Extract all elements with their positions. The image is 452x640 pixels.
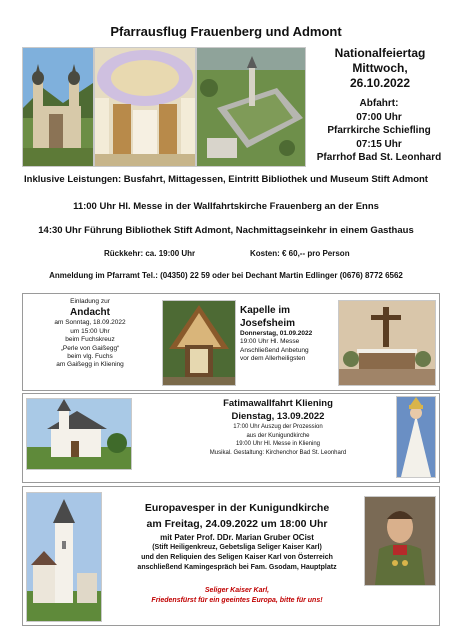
andacht-title: Andacht xyxy=(70,307,110,319)
europa-title: Europavesper in der Kunigundkirche xyxy=(144,502,330,514)
andacht-perle: „Perle von Gaißegg“ xyxy=(60,344,120,352)
andacht-location: am Gaißegg in Kliening xyxy=(56,361,124,369)
europa-fireside: anschließend Kamingespräch bei Fam. Gsodam, Hauptplatz xyxy=(137,564,337,571)
kaiser-karl-portrait-photo xyxy=(364,496,436,586)
kapelle-block xyxy=(240,305,336,364)
europa-quote-2: Friedensfürst für ein geeintes Europa, bitte für uns! xyxy=(151,597,323,604)
kapelle-mass: 19:00 Uhr Hl. Messe xyxy=(240,338,300,346)
departure-block xyxy=(306,97,452,165)
schedule-mass: 11:00 Uhr Hl. Messe in der Wallfahrtskirche Frauenberg an der Enns xyxy=(73,201,379,212)
event-line-date: 26.10.2022 xyxy=(349,76,411,90)
return-info: Rückkehr: ca. 19:00 Uhr xyxy=(104,249,196,258)
andacht-block xyxy=(26,298,154,370)
andacht-vlg: beim vlg. Fuchs xyxy=(67,353,113,361)
fatima-statue-photo xyxy=(396,396,436,478)
schedule-tour: 14:30 Uhr Führung Bibliothek Stift Admont, Nachmittagseinkehr in einem Gasthaus xyxy=(38,225,414,236)
frauenberg-church-photo xyxy=(22,47,94,167)
page-title: Pfarrausflug Frauenberg und Admont xyxy=(110,24,342,39)
europa-priest: mit Pater Prof. DDr. Marian Gruber OCist xyxy=(160,533,314,542)
inclusions-text: Inklusive Leistungen: Busfahrt, Mittagessen, Eintritt Bibliothek und Museum Stift Admont xyxy=(24,174,428,185)
europa-quote-1: Seliger Kaiser Karl, xyxy=(204,587,270,594)
andacht-invite: Einladung zur xyxy=(70,298,110,305)
fatima-block xyxy=(168,397,388,457)
fatima-title: Fatimawallfahrt Kliening xyxy=(223,398,333,409)
registration-info: Anmeldung im Pfarramt Tel.: (04350) 22 59 oder bei Dechant Martin Edlinger (0676) 8772 6562 xyxy=(49,271,403,280)
kunigundkirche-tower-photo xyxy=(26,492,102,622)
europa-relics: und den Reliquien des Seligen Kaiser Karl von Österreich xyxy=(141,554,333,561)
event-date-block xyxy=(310,46,450,91)
fatima-procession: 17:00 Uhr Auszug der Prozession xyxy=(233,424,323,430)
fatima-mass: 19:00 Uhr Hl. Messe in Kliening xyxy=(235,441,321,448)
event-line-weekday: Mittwoch, xyxy=(352,61,408,75)
andacht-place: beim Fuchskreuz xyxy=(65,336,115,344)
europa-date: am Freitag, 24.09.2022 um 18:00 Uhr xyxy=(146,518,328,530)
chapel-altar-photo xyxy=(338,300,436,386)
library-hall-photo xyxy=(94,47,196,167)
cost-info: Kosten: € 60,-- pro Person xyxy=(250,249,350,258)
kapelle-adoration: Anschließend Anbetung xyxy=(240,346,309,354)
departure-place-2: Pfarrhof Bad St. Leonhard xyxy=(316,152,442,163)
andacht-date: am Sonntag, 18.09.2022 xyxy=(54,319,126,327)
departure-label: Abfahrt: xyxy=(359,98,399,109)
kliening-church-photo xyxy=(26,398,132,470)
kapelle-date: Donnerstag, 01.09.2022 xyxy=(240,330,313,337)
departure-time-2: 07:15 Uhr xyxy=(356,138,402,150)
fatima-music: Musikal. Gestaltung: Kirchenchor Bad St. Leonhard xyxy=(209,449,347,456)
admont-abbey-aerial-photo xyxy=(196,47,306,167)
wayside-shrine-photo xyxy=(162,300,236,386)
departure-time-1: 07:00 Uhr xyxy=(356,111,402,123)
europa-stift: (Stift Heiligenkreuz, Gebetsliga Seliger Kaiser Karl) xyxy=(152,544,322,551)
fatima-date: Dienstag, 13.09.2022 xyxy=(231,411,325,422)
europavesper-block xyxy=(112,500,362,606)
kapelle-sacrament: vor dem Allerheiligsten xyxy=(240,355,306,363)
kapelle-title-2: Josefsheim xyxy=(240,318,296,329)
andacht-time: um 15:00 Uhr xyxy=(70,327,110,335)
event-line-holiday: Nationalfeiertag xyxy=(334,46,426,60)
fatima-church: aus der Kunigundkirche xyxy=(246,432,310,439)
departure-place-1: Pfarrkirche Schiefling xyxy=(327,125,431,136)
kapelle-title-1: Kapelle im xyxy=(240,305,291,316)
